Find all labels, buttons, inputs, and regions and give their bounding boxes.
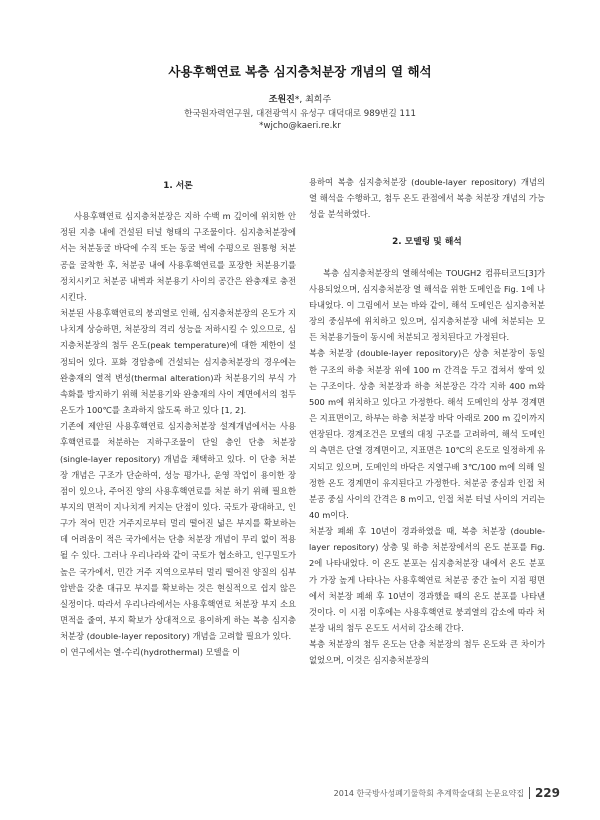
intro-paragraph-continued: 용하여 복층 심지층처분장 (double-layer repository) 개념의 열 해석을 수행하고, 첨두 온도 관점에서 복층 처분장 개념의 가능성을 분석하였다. xyxy=(309,177,545,220)
modeling-paragraph-3: 처분장 폐쇄 후 10년이 경과하였을 때, 복층 처분장 (double-layer repository) 상층 및 하층 처분장에서의 온도 분포를 Fig. 2에 나타내었다. 이 온도 분포는 심지층처분장 내에서 온도 분포가 가장 높게 나타나는 사용후핵연료 처분공 중간 높이 지점 평면에서 처분장 폐쇄 후 10년이 경과했을 때의 온도 분포를 나타낸 것이다. 이 시점 이후에는 사용후핵연료 붕괴열의 감소에 따라 처분장 내의 첨두 온도도 서서히 감소해 간다. xyxy=(309,526,545,634)
page-footer xyxy=(334,786,560,800)
main-author: 조원진 xyxy=(268,95,295,105)
footer-divider xyxy=(529,787,530,799)
affiliation: 한국원자력연구원, 대전광역시 유성구 대덕대로 989번길 111 xyxy=(184,109,416,119)
modeling-paragraph-1: 복층 심지층처분장의 열해석에는 TOUGH2 컴퓨터코드[3]가 사용되었으며, 심지층처분장 열 해석을 위한 도메인을 Fig. 1에 나타내었다. 이 그림에서 보는 바와 같이, 해석 도메인은 심지층처분장의 중심부에 위치하고 있으며, 심지층처분장 내에 처분되는 모든 처분용기들이 동시에 처분되고 정치된다고 가정된다. xyxy=(309,267,545,343)
intro-paragraph-2: 처분된 사용후핵연료의 붕괴열로 인해, 심지층처분장의 온도가 지나치게 상승하면, 처분장의 격리 성능을 저하시킬 수 있으므로, 심지층처분장의 첨두 온도(peak temperature)에 대한 제한이 설정되어 있다. 포화 경암층에 건설되는 심지층처분장의 경우에는 완충재의 열적 변성(thermal alteration)과 처분용기의 부식 가속화를 방지하기 위해 처분용기와 완충재의 사이 계면에서의 첨두 온도가 100℃를 초과하지 않도록 하고 있다 [1, 2]. xyxy=(60,308,296,416)
page-number: 229 xyxy=(534,786,560,800)
modeling-paragraph-2: 복층 처분장 (double-layer repository)은 상층 처분장이 동일한 구조의 하층 처분장 위에 100 m 간격을 두고 겹쳐서 쌓여 있는 구조이다. 상층 처분장과 하층 처분장은 각각 지하 400 m와 500 m에 위치하고 있다고 가정한다. 해석 도메인의 상부 경계면은 지표면이고, 하부는 하층 처분장 바닥 아래로 200 m 깊이까지 연장된다. 경계조건은 모델의 대칭 구조를 고려하여, 해석 도메인의 측면은 단열 경계면이고, 지표면은 10℃의 온도로 일정하게 유지되고 있으며, 도메인의 바닥은 지열구배 3℃/100 m에 의해 일정한 온도 경계면이 유지된다고 가정한다. 처분공 중심과 인접 처분공 중심 사이의 간격은 8 m이고, 인접 처분 터널 사이의 거리는 40 m이다. xyxy=(309,348,545,520)
intro-paragraph-1: 사용후핵연료 심지층처분장은 지하 수백 m 깊이에 위치한 안정된 지층 내에 건설된 터널 형태의 구조물이다. 심지층처분장에서는 처분동굴 바닥에 수직 또는 동굴 벽에 수평으로 원통형 처분공을 굴착한 후, 처분공 내에 사용후핵연료를 포장한 처분용기를 정치시키고 처분공 내벽과 처분용기 사이의 공간은 완충재로 충전시킨다. xyxy=(60,211,296,302)
proceedings-title: 2014 한국방사성폐기물학회 추계학술대회 논문요약집 xyxy=(333,788,524,798)
modeling-paragraph-4: 복층 처분장의 첨두 온도는 단층 처분장의 첨두 온도와 큰 차이가 없었으며, 이것은 심지층처분장의 xyxy=(309,639,545,666)
intro-heading: 1. 서론 xyxy=(163,181,193,191)
intro-paragraph-3: 기존에 제안된 사용후핵연료 심지층처분장 설계개념에서는 사용후핵연료를 처분하는 지하구조물이 단일 층인 단층 처분장 (single-layer repository) 개념을 채택하고 있다. 이 단층 처분장 개념은 구조가 단순하여, 성능 평가나, 운영 작업이 용이한 장점이 있으나, 주어진 양의 사용후핵연료를 처분 하기 위해 필요한 부지의 면적이 지나치게 커지는 단점이 있다. 국토가 광대하고, 인구가 적어 민간 거주지로부터 멀리 떨어진 넓은 부지를 확보하는데 어려움이 적은 국가에서는 단층 처분장 개념이 무리 없이 적용될 수 있다. 그러나 우리나라와 같이 국토가 협소하고, 인구밀도가 높은 국가에서, 민간 거주 지역으로부터 멀리 떨어진 양질의 심부암반을 갖춘 대규모 부지를 확보하는 것은 현실적으로 쉽지 않은 실정이다. 따라서 우리나라에서는 사용후핵연료 처분장 부지 소요면적을 줄여, 부지 확보가 상대적으로 용이하게 하는 복층 심지층처분장 (double-layer repository) 개념을 고려할 필요가 있다. xyxy=(60,421,296,642)
right-column xyxy=(309,174,545,669)
intro-paragraph-4: 이 연구에서는 열-수리(hydrothermal) 모델을 이 xyxy=(60,647,241,658)
co-authors: , 최희주 xyxy=(299,95,332,105)
paper-title: 사용후핵연료 복층 심지층처분장 개념의 열 해석 xyxy=(168,64,432,79)
author-email: *wjcho@kaeri.re.kr xyxy=(259,121,341,131)
author-line xyxy=(0,92,600,105)
left-column xyxy=(60,174,296,661)
author-mark: * xyxy=(294,95,300,105)
modeling-heading: 2. 모델링 및 해석 xyxy=(392,237,462,248)
